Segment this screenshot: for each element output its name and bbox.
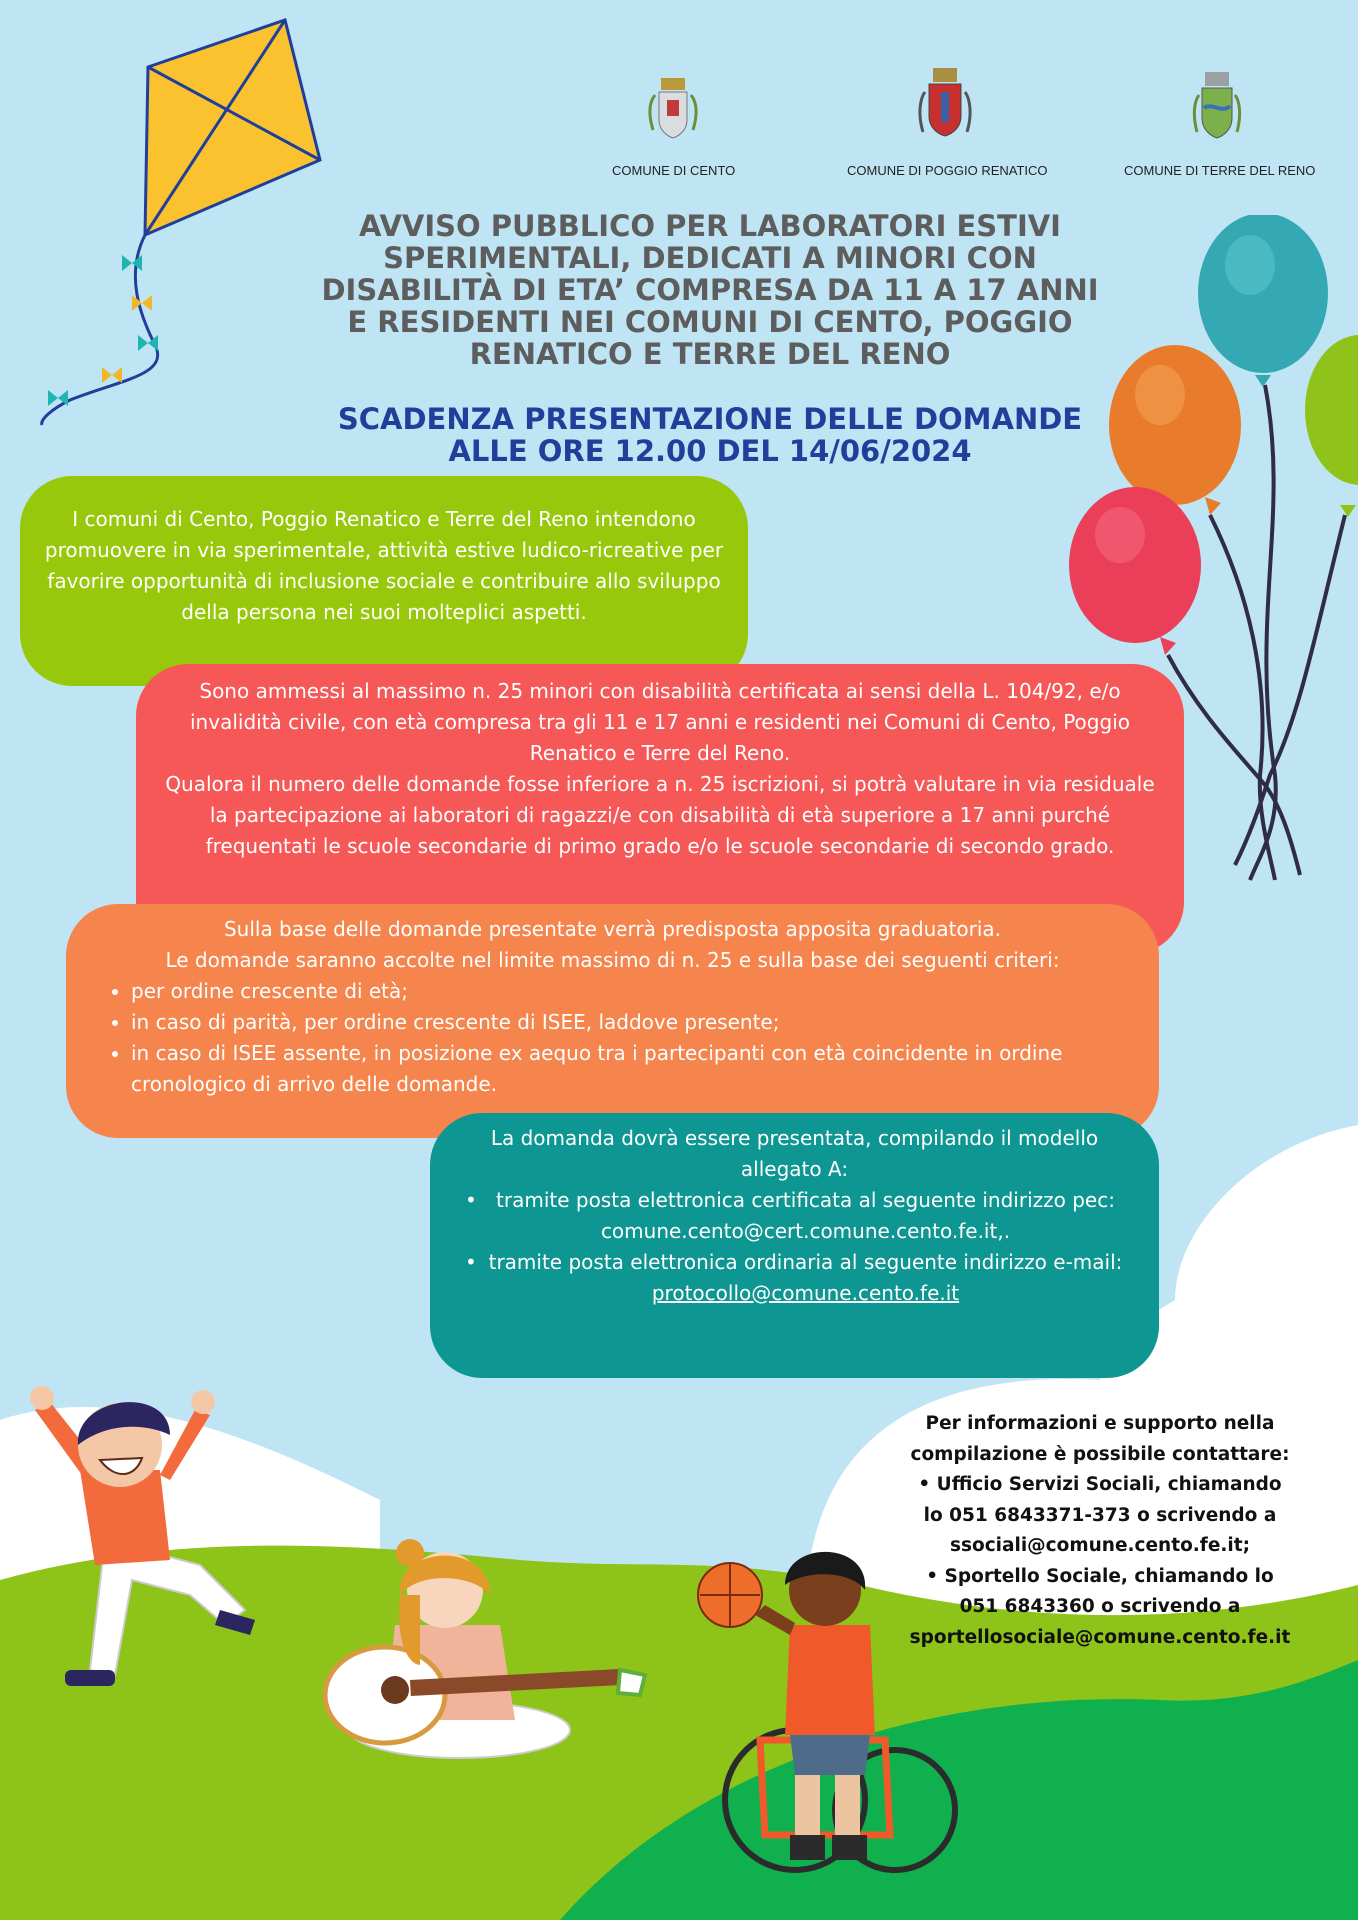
crest-label-cento: COMUNE DI CENTO xyxy=(612,163,736,178)
bullet-icon: • xyxy=(465,1188,477,1212)
crest-terre-del-reno-icon xyxy=(1190,68,1244,156)
jumping-boy-icon xyxy=(20,1370,280,1715)
deadline-line: SCADENZA PRESENTAZIONE DELLE DOMANDE xyxy=(337,402,1083,436)
wheelchair-basketball-girl-icon xyxy=(690,1535,960,1880)
title-line: DISABILITÀ DI ETA’ COMPRESA DA 11 A 17 ANNI xyxy=(321,273,1099,307)
title-line: SPERIMENTALI, DEDICATI A MINORI CON xyxy=(383,241,1037,275)
crest-label-poggio-renatico: COMUNE DI POGGIO RENATICO xyxy=(847,163,1048,178)
email-link[interactable]: protocollo@comune.cento.fe.it xyxy=(651,1281,960,1305)
contact-line: lo 051 6843371-373 o scrivendo a xyxy=(923,1504,1277,1526)
submission-list xyxy=(448,1185,1141,1309)
ranking-box xyxy=(66,904,1159,1138)
contact-line: • Ufficio Servizi Sociali, chiamando xyxy=(918,1474,1282,1495)
deadline-line: ALLE ORE 12.00 DEL 14/06/2024 xyxy=(448,434,972,468)
bullet-icon: • xyxy=(465,1250,477,1274)
contact-line: Per informazioni e supporto nella xyxy=(925,1413,1275,1434)
page-title xyxy=(300,210,1120,370)
guitar-girl-icon xyxy=(300,1535,660,1760)
crest-poggio-renatico-icon xyxy=(915,62,975,156)
title-line: E RESIDENTI NEI COMUNI DI CENTO, POGGIO xyxy=(347,305,1073,339)
submission-item-text: tramite posta elettronica certificata al seguente indirizzo pec: xyxy=(496,1188,1115,1212)
intro-text: I comuni di Cento, Poggio Renatico e Terre del Reno intendono promuovere in via sperimentale, attività estive ludico-ricreative per favorire opportunità di inclusione sociale e contribuire allo sviluppo della persona nei suoi molteplici aspetti. xyxy=(44,507,724,624)
pec-address: comune.cento@cert.comune.cento.fe.it,. xyxy=(600,1219,1011,1243)
ranking-paragraph: Le domande saranno accolte nel limite massimo di n. 25 e sulla base dei seguenti criteri: xyxy=(165,948,1060,972)
criteria-item: • in caso di ISEE assente, in posizione ex aequo tra i partecipanti con età coincidente in ordine cronologico di arrivo delle domande. xyxy=(131,1038,1139,1100)
intro-box xyxy=(20,476,748,686)
criteria-item: • in caso di parità, per ordine crescente di ISEE, laddove presente; xyxy=(131,1007,1139,1038)
contact-line: compilazione è possibile contattare: xyxy=(910,1443,1290,1465)
contact-line: ssociali@comune.cento.fe.it; xyxy=(949,1535,1251,1556)
submission-item xyxy=(465,1185,1141,1247)
submission-box xyxy=(430,1113,1159,1378)
title-line: RENATICO E TERRE DEL RENO xyxy=(469,337,951,371)
submission-intro: La domanda dovrà essere presentata, compilando il modello allegato A: xyxy=(490,1126,1099,1181)
criteria-item: • per ordine crescente di età; xyxy=(131,976,1139,1007)
eligibility-paragraph: Qualora il numero delle domande fosse inferiore a n. 25 iscrizioni, si potrà valutare in via residuale la partecipazione ai laboratori di ragazzi/e con disabilità di età superiore a 17 anni purché frequentati le scuole secondarie di primo grado e/o le scuole secondarie di secondo grado. xyxy=(165,772,1155,858)
submission-item xyxy=(465,1247,1141,1309)
criteria-list xyxy=(86,976,1139,1100)
contact-line: sportellosociale@comune.cento.fe.it xyxy=(909,1626,1291,1648)
eligibility-paragraph: Sono ammessi al massimo n. 25 minori con disabilità certificata ai sensi della L. 104/92, e/o invalidità civile, con età compresa tra gli 11 e 17 anni e residenti nei Comuni di Cento, Poggio Renatico e Terre del Reno. xyxy=(190,679,1130,765)
crest-label-terre-del-reno: COMUNE DI TERRE DEL RENO xyxy=(1124,163,1316,178)
title-line: AVVISO PUBBLICO PER LABORATORI ESTIVI xyxy=(359,209,1061,243)
crest-cento-icon xyxy=(645,70,701,156)
contact-line: • Sportello Sociale, chiamando lo xyxy=(926,1565,1274,1587)
contact-line: 051 6843360 o scrivendo a xyxy=(959,1596,1241,1617)
kite-icon xyxy=(30,15,330,435)
deadline-heading xyxy=(300,403,1120,467)
contact-info xyxy=(905,1409,1295,1653)
ranking-paragraph: Sulla base delle domande presentate verrà predisposta apposita graduatoria. xyxy=(223,917,1002,941)
submission-item-text: tramite posta elettronica ordinaria al seguente indirizzo e-mail: xyxy=(488,1250,1123,1274)
